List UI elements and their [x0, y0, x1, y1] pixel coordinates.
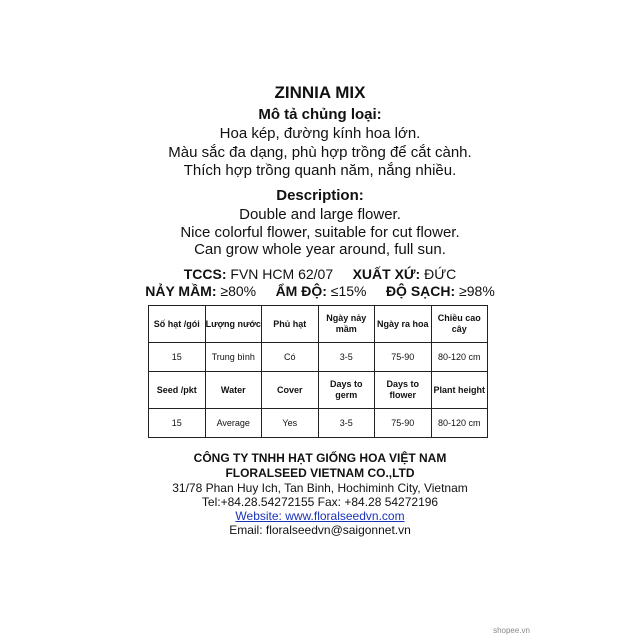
tccs-label: TCCS: — [183, 266, 227, 282]
table-cell: 75-90 — [375, 343, 432, 372]
product-title: ZINNIA MIX — [274, 83, 366, 102]
company-website-link[interactable]: Website: www.floralseedvn.com — [235, 509, 405, 523]
table-header-cell: Số hạt /gói — [149, 306, 206, 343]
table-cell: Yes — [262, 409, 319, 438]
company-email: Email: floralseedvn@saigonnet.vn — [229, 523, 411, 537]
en-description-line: Double and large flower. — [239, 206, 401, 223]
table-header-cell: Ngày ra hoa — [375, 306, 432, 343]
moisture-value: ≤15% — [326, 283, 367, 299]
table-header-cell: Plant height — [431, 372, 488, 409]
purity-value: ≥98% — [455, 283, 495, 299]
en-description-heading: Description: — [276, 187, 364, 204]
table-header-cell: Lượng nước — [205, 306, 262, 343]
vi-description-heading: Mô tả chủng loại: — [258, 106, 382, 123]
table-header-cell: Days to germ — [318, 372, 375, 409]
table-header-cell: Ngày nảy mầm — [318, 306, 375, 343]
germination-value: ≥80% — [216, 283, 257, 299]
table-cell: 80-120 cm — [431, 409, 488, 438]
en-description-line: Nice colorful flower, suitable for cut flower. — [180, 224, 460, 241]
purity-label: ĐỘ SẠCH: — [385, 283, 456, 299]
table-cell: Trung bình — [205, 343, 262, 372]
table-cell: 15 — [149, 343, 206, 372]
table-row — [149, 372, 488, 409]
table-header-cell: Cover — [262, 372, 319, 409]
table-cell: Có — [262, 343, 319, 372]
table-cell: 15 — [149, 409, 206, 438]
table-cell: 80-120 cm — [431, 343, 488, 372]
table-row — [149, 343, 488, 372]
en-description-line: Can grow whole year around, full sun. — [194, 241, 446, 258]
table-header-cell: Chiều cao cây — [431, 306, 488, 343]
table-row — [149, 306, 488, 343]
table-header-cell: Seed /pkt — [149, 372, 206, 409]
table-cell: 3-5 — [318, 409, 375, 438]
company-address: 31/78 Phan Huy Ich, Tan Binh, Hochiminh City, Vietnam — [172, 481, 468, 495]
vi-description-line: Màu sắc đa dạng, phù hợp trồng để cắt cành. — [168, 144, 472, 161]
table-header-cell: Water — [205, 372, 262, 409]
origin-label: XUẤT XỨ: — [352, 266, 421, 282]
table-row — [149, 409, 488, 438]
spec-line-1 — [0, 266, 640, 282]
moisture-label: ẨM ĐỘ: — [275, 283, 327, 299]
vi-description-line: Hoa kép, đường kính hoa lớn. — [219, 125, 421, 142]
germination-label: NẢY MẦM: — [145, 283, 217, 299]
vi-description-line: Thích hợp trồng quanh năm, nắng nhiều. — [183, 162, 457, 179]
table-cell: 3-5 — [318, 343, 375, 372]
company-phone-fax: Tel:+84.28.54272155 Fax: +84.28 54272196 — [201, 495, 439, 509]
company-name-vi: CÔNG TY TNHH HẠT GIỐNG HOA VIỆT NAM — [193, 451, 447, 465]
table-cell: 75-90 — [375, 409, 432, 438]
company-name-en: FLORALSEED VIETNAM CO.,LTD — [225, 466, 415, 480]
spec-line-2 — [0, 283, 640, 299]
footer-watermark: shopee.vn — [493, 626, 530, 635]
table-header-cell: Phủ hạt — [262, 306, 319, 343]
tccs-value: FVN HCM 62/07 — [226, 266, 334, 282]
origin-value: ĐỨC — [420, 266, 457, 282]
table-cell: Average — [205, 409, 262, 438]
table-header-cell: Days to flower — [375, 372, 432, 409]
seed-info-table — [148, 305, 488, 438]
